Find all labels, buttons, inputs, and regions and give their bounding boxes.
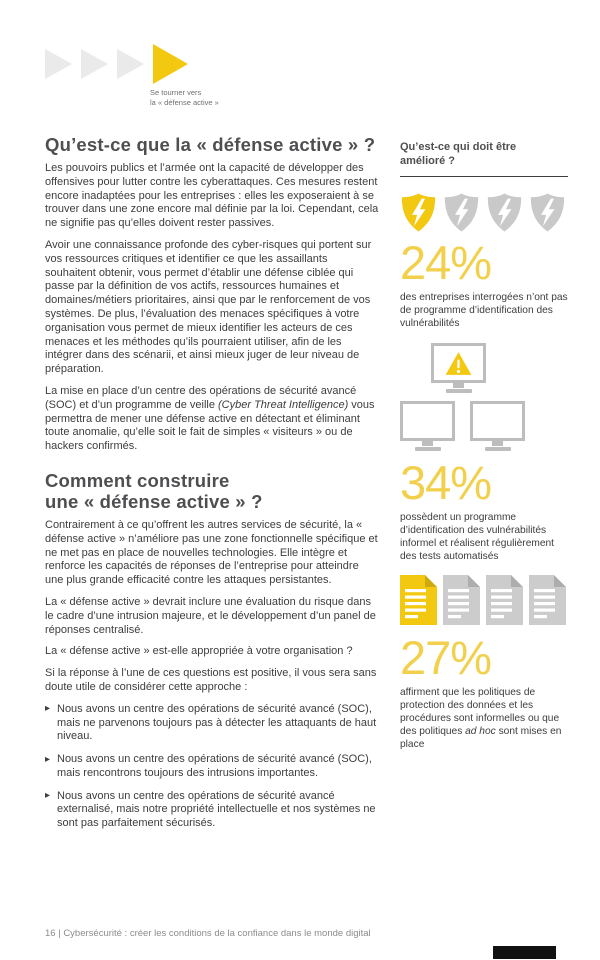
step-arrow-active-icon [153, 44, 188, 84]
footer-logo-block [493, 946, 556, 959]
step-arrow-icon [81, 49, 108, 79]
article-column [45, 134, 379, 840]
stat-value: 27% [400, 631, 492, 684]
step-caption-line: Se tourner vers [150, 88, 202, 97]
sidebar-divider [400, 176, 568, 177]
stat-value: 24% [400, 236, 492, 289]
monitor-warning-icon [431, 343, 486, 393]
step-caption [150, 88, 219, 108]
paragraph: La « défense active » devrait inclure une évaluation du risque dans le cadre d’une intrusion majeure, et le développement d’un panel de réponses centralisé. [45, 595, 376, 636]
stat-value: 34% [400, 456, 492, 509]
shield-icon-row [400, 192, 568, 233]
step-arrow-icon [45, 49, 72, 79]
paragraph: Si la réponse à l’une de ces questions est positive, il vous sera sans doute utile de considérer cette approche : [45, 667, 377, 693]
paragraph-text: La mise en place d’un centre des opérations de sécurité avancé (SOC) et d’un programme de veille [45, 384, 357, 411]
shield-bolt-icon [486, 192, 523, 233]
document-icon [486, 575, 523, 625]
stat-caption-text: affirment que les politiques de protection des données et les procédures sont informelles ou que des politiques [400, 687, 560, 737]
sidebar-title [400, 140, 568, 168]
paragraph-italic: (Cyber Threat Intelligence) [218, 398, 349, 411]
list-item: ▸ Nous avons un centre des opérations de sécurité avancé (SOC), mais rencontrons toujours des intrusions importantes. [45, 753, 379, 781]
section2-title [45, 470, 379, 512]
stat-caption-text: sont mises en place [400, 726, 562, 750]
document-icon [529, 575, 566, 625]
list-item: ▸ Nous avons un centre des opérations de sécurité avancé externalisé, mais notre propriété intellectuelle et nos systèmes ne sont pas parfaitement sécurisés. [45, 790, 379, 831]
stat-caption: possèdent un programme d’identification des vulnérabilités informel et réalisent régulièrement des tests automatisés [400, 512, 555, 562]
section2-title-line: Comment construire [45, 469, 230, 491]
paragraph: La « défense active » est-elle appropriée à votre organisation ? [45, 645, 353, 658]
stat-caption-italic: ad hoc [465, 726, 496, 737]
shield-bolt-icon [529, 192, 566, 233]
section2-title-line: une « défense active » ? [45, 490, 263, 512]
step-arrow-icon [117, 49, 144, 79]
paragraph: Les pouvoirs publics et l’armée ont la capacité de développer des offensives pour lutter contre les cyberattaques. Ces mesures restent encore inadaptées pour les entreprises : elles les exposeraient à se trouver dans une zone encore mal définie par la loi. Cependant, cela ne signifie pas qu’elles doivent rester passives. [45, 162, 379, 230]
sidebar-title-line: amélioré ? [400, 155, 456, 167]
stat-caption [400, 686, 568, 751]
shield-bolt-icon [443, 192, 480, 233]
section1-title: Qu’est-ce que la « défense active » ? [45, 134, 376, 155]
paragraph: Contrairement à ce qu’offrent les autres services de sécurité, la « défense active » n’améliore pas une zone fonctionnelle spécifique et ne met pas en place de nouvelles technologies. Elle intègre et renforce les capacités de réponses de l’entreprise pour atteindre une plus grande efficacité contre les attaques persistantes. [45, 518, 378, 587]
document-icon [400, 575, 437, 625]
approach-list [45, 703, 379, 831]
shield-bolt-icon [400, 192, 437, 233]
sidebar-title-line: Qu’est-ce qui doit être [400, 141, 517, 153]
stats-sidebar [400, 140, 568, 751]
document-icon [443, 575, 480, 625]
step-caption-line: la « défense active » [150, 98, 219, 107]
paragraph [45, 385, 379, 454]
warning-triangle-icon [444, 351, 473, 376]
stat-caption: des entreprises interrogées n’ont pas de programme d’identification des vulnérabilités [400, 292, 568, 329]
paragraph: Avoir une connaissance profonde des cyber-risques qui portent sur vos ressources critiques et identifier ce que les assaillants souhaitent obtenir, vous permet d’établir une défense ciblée qui passe par la définition de vos actifs, ressources humaines et domaines/métiers prioritaires, ainsi que par le renforcement de vos systèmes. De plus, l’évaluation des menaces spécifiques à votre organisation vous permet de mieux identifier les acteurs de ces menaces et les méthodes qu’ils pourraient utiliser, afin de les intégrer dans des scénarii, et ainsi mieux juger de leur niveau de préparation. [45, 238, 372, 376]
document-icon-row [400, 575, 568, 625]
monitor-network-graphic [400, 343, 568, 451]
monitor-icon [470, 401, 525, 451]
paragraph-text: vous permettra de mener une défense active en détectant et éliminant toute anomalie, qu’elle soit le fait de simples « visiteurs » ou de hackers confirmés. [45, 398, 375, 453]
progress-arrows [45, 44, 188, 84]
list-item: ▸ Nous avons un centre des opérations de sécurité avancé (SOC), mais ne parvenons toujours pas à détecter les attaquants de haut niveau. [45, 703, 379, 744]
page-footer: 16 | Cybersécurité : créer les conditions de la confiance dans le monde digital [45, 928, 371, 939]
monitor-icon [400, 401, 455, 451]
